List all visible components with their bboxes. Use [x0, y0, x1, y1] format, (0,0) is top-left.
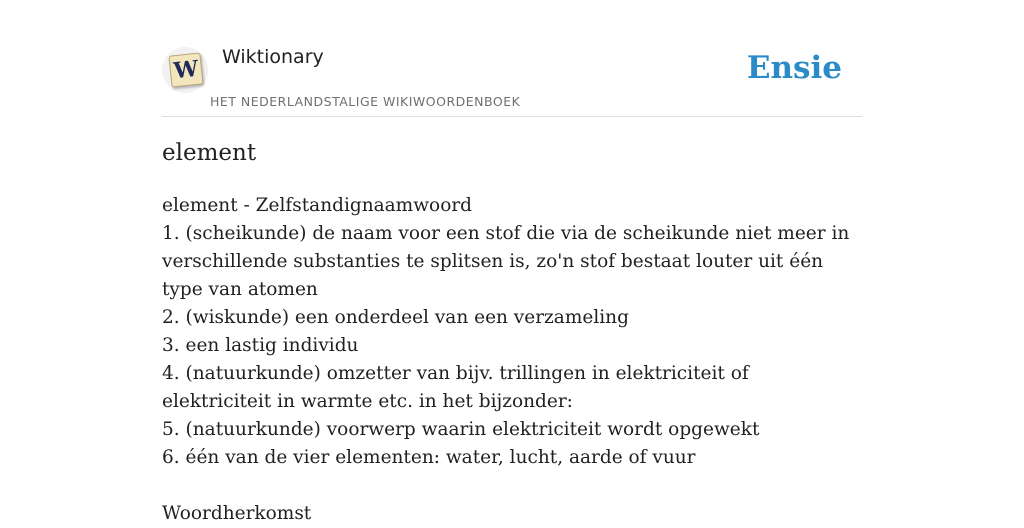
definition-item: 3. een lastig individu [162, 335, 359, 356]
part-of-speech-line: element - Zelfstandignaamwoord [162, 195, 473, 216]
definition-item: 5. (natuurkunde) voorwerp waarin elektriciteit wordt opgewekt [162, 419, 760, 440]
definition-item: 4. (natuurkunde) omzetter van bijv. trillingen in elektriciteit of elektriciteit in warmte etc. in het bijzonder: [162, 363, 749, 412]
entry-body [162, 192, 862, 528]
site-tagline: HET NEDERLANDSTALIGE WIKIWOORDENBOEK [210, 94, 521, 109]
page [162, 0, 862, 524]
definition-item: 2. (wiskunde) een onderdeel van een verzameling [162, 307, 629, 328]
wiktionary-logo-icon[interactable] [162, 47, 208, 93]
page-title: element [162, 140, 257, 166]
logo-letter: W [168, 52, 203, 87]
site-name[interactable]: Wiktionary [222, 46, 324, 68]
definition-item: 1. (scheikunde) de naam voor een stof die via de scheikunde niet meer in verschillende substanties te splitsen is, zo'n stof bestaat louter uit één type van atomen [162, 223, 850, 300]
ensie-brand-link[interactable]: Ensie [746, 50, 842, 86]
section-heading-etymology: Woordherkomst [162, 503, 312, 524]
site-header [162, 0, 862, 117]
definition-item: 6. één van de vier elementen: water, lucht, aarde of vuur [162, 447, 696, 468]
